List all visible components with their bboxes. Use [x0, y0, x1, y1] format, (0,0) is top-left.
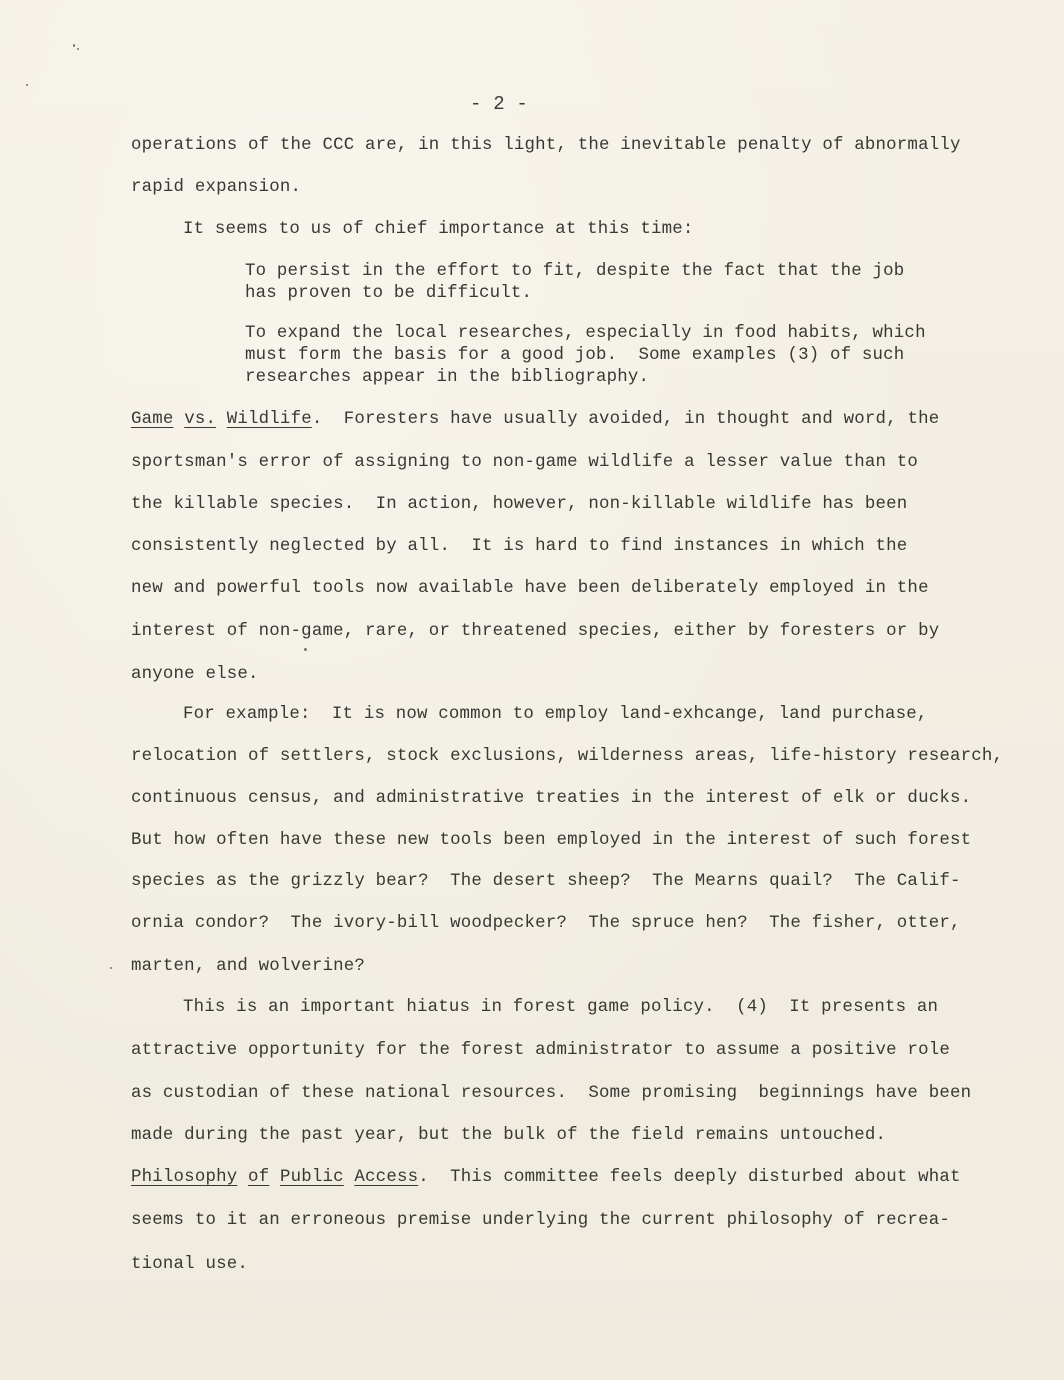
text-line: marten, and wolverine?	[131, 957, 365, 976]
section-heading-game-vs-wildlife	[131, 411, 939, 428]
paper-speck	[26, 84, 28, 86]
heading-word: of	[248, 1168, 270, 1187]
indented-item-line: must form the basis for a good job. Some examples (3) of such	[245, 346, 905, 365]
text-line: made during the past year, but the bulk of the field remains untouched.	[131, 1126, 887, 1145]
paper-speck	[304, 648, 307, 651]
section-heading-public-access	[131, 1169, 961, 1186]
text-line: relocation of settlers, stock exclusions, wilderness areas, life-history research,	[131, 747, 1004, 766]
text-line: But how often have these new tools been employed in the interest of such forest	[131, 831, 972, 850]
indented-item-line: researches appear in the bibliography.	[245, 368, 650, 387]
text-line: ornia condor? The ivory-bill woodpecker? The spruce hen? The fisher, otter,	[131, 914, 961, 933]
paper-speck	[77, 48, 79, 50]
heading-word: Wildlife	[226, 410, 312, 429]
text-line: seems to it an erroneous premise underlying the current philosophy of recrea-	[131, 1211, 950, 1230]
page-number: - 2 -	[470, 93, 529, 115]
paper-speck	[73, 44, 75, 47]
heading-word: Game	[131, 410, 174, 429]
text-line: This is an important hiatus in forest game policy. (4) It presents an	[183, 998, 939, 1017]
text-line: interest of non-game, rare, or threatened species, either by foresters or by	[131, 622, 940, 641]
text-line: For example: It is now common to employ land-exhcange, land purchase,	[183, 705, 928, 724]
text-line: sportsman's error of assigning to non-game wildlife a lesser value than to	[131, 453, 919, 472]
text-line: new and powerful tools now available have been deliberately employed in the	[131, 579, 929, 598]
heading-rest: . This committee feels deeply disturbed about what	[418, 1168, 961, 1187]
heading-word: Public	[279, 1168, 344, 1187]
text-line: consistently neglected by all. It is hard to find instances in which the	[131, 537, 908, 556]
text-line: operations of the CCC are, in this light, the inevitable penalty of abnormally	[131, 136, 961, 155]
text-line: It seems to us of chief importance at this time:	[183, 220, 694, 239]
heading-word: Philosophy	[131, 1168, 238, 1187]
indented-item-line: has proven to be difficult.	[245, 284, 533, 303]
text-line: tional use.	[131, 1255, 248, 1274]
paper-speck	[110, 967, 112, 969]
text-line: continuous census, and administrative treaties in the interest of elk or ducks.	[131, 789, 972, 808]
heading-rest: . Foresters have usually avoided, in thought and word, the	[311, 410, 940, 429]
text-line: the killable species. In action, however, non-killable wildlife has been	[131, 495, 908, 514]
text-line: attractive opportunity for the forest administrator to assume a positive role	[131, 1041, 950, 1060]
text-line: species as the grizzly bear? The desert sheep? The Mearns quail? The Calif-	[131, 872, 961, 891]
text-line: rapid expansion.	[131, 178, 302, 197]
text-line: anyone else.	[131, 665, 259, 684]
indented-item-line: To expand the local researches, especially in food habits, which	[245, 324, 926, 343]
text-line: as custodian of these national resources. Some promising beginnings have been	[131, 1084, 972, 1103]
indented-item-line: To persist in the effort to fit, despite the fact that the job	[245, 262, 905, 281]
heading-word: vs.	[184, 410, 217, 429]
heading-word: Access	[354, 1168, 419, 1187]
